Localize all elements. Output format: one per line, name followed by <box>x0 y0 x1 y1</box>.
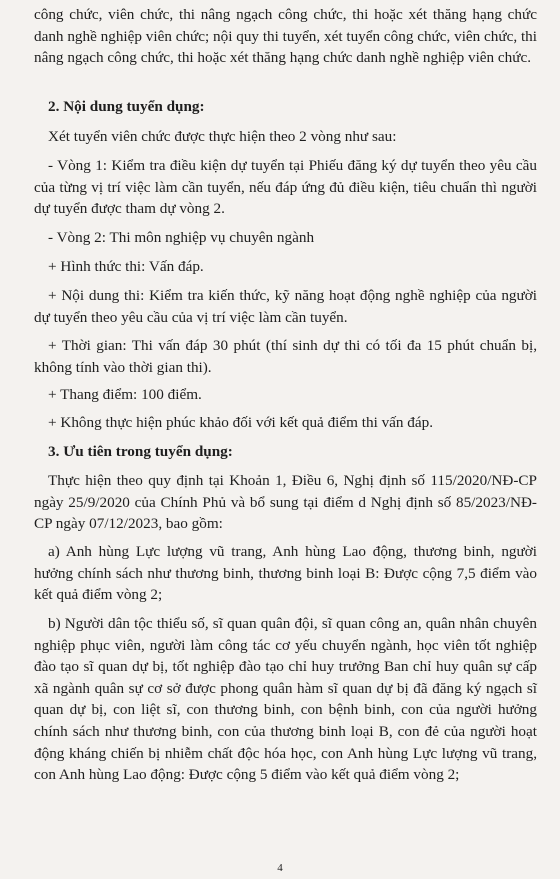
paragraph-priority-b: b) Người dân tộc thiểu số, sĩ quan quân đội, sĩ quan công an, quân nhân chuyên nghiệp phục viên, người làm công tác cơ yếu chuyển ngành, học viên tốt nghiệp đào tạo sĩ quan dự bị, tốt nghiệp đào tạo chỉ huy trưởng Ban chỉ huy quân sự cấp xã ngành quân sự cơ sở được phong quân hàm sĩ quan dự bị đã đăng ký ngạch sĩ quan dự bị, con liệt sĩ, con thương binh, con bệnh binh, con của người hưởng chính sách như thương binh, con của thương binh loại B, con đẻ của người hoạt động kháng chiến bị nhiễm chất độc hóa học, con Anh hùng Lực lượng vũ trang, con Anh hùng Lao động: Được cộng 5 điểm vào kết quả điểm vòng 2; <box>34 615 537 784</box>
paragraph-exam-time: + Thời gian: Thi vấn đáp 30 phút (thí sinh dự thi có tối đa 15 phút chuẩn bị, không tính vào thời gian thi). <box>34 337 537 376</box>
page-number: 4 <box>277 862 283 874</box>
paragraph-round-2: - Vòng 2: Thi môn nghiệp vụ chuyên ngành <box>48 229 315 246</box>
paragraph-exam-format: + Hình thức thi: Vấn đáp. <box>48 258 204 275</box>
paragraph-priority-basis: Thực hiện theo quy định tại Khoản 1, Điều 6, Nghị định số 115/2020/NĐ-CP ngày 25/9/2020 của Chính Phủ và bổ sung tại điểm d Nghị định số 85/2023/NĐ-CP ngày 07/12/2023, bao gồm: <box>34 472 537 533</box>
paragraph-priority-a: a) Anh hùng Lực lượng vũ trang, Anh hùng Lao động, thương binh, người hưởng chính sách như thương binh, thương binh loại B: Được cộng 7,5 điểm vào kết quả điểm vòng 2; <box>34 543 537 604</box>
heading-recruitment-content: 2. Nội dung tuyển dụng: <box>48 98 205 115</box>
heading-priority: 3. Ưu tiên trong tuyển dụng: <box>48 443 233 460</box>
paragraph-exam-content: + Nội dung thi: Kiểm tra kiến thức, kỹ năng hoạt động nghề nghiệp của người dự tuyển theo yêu cầu của vị trí việc làm cần tuyển. <box>34 287 537 326</box>
paragraph-no-review: + Không thực hiện phúc khảo đối với kết quả điểm thi vấn đáp. <box>48 414 434 431</box>
paragraph-round-1: - Vòng 1: Kiểm tra điều kiện dự tuyển tại Phiếu đăng ký dự tuyển theo yêu cầu của từng vị trí việc làm cần tuyển, nếu đáp ứng đủ điều kiện, tiêu chuẩn thì người dự tuyển được tham dự vòng 2. <box>34 157 537 218</box>
paragraph-intro-continuation: công chức, viên chức, thi nâng ngạch công chức, thi hoặc xét thăng hạng chức danh nghề nghiệp viên chức; nội quy thi tuyển, xét tuyển công chức, viên chức, thi nâng ngạch công chức, thi hoặc xét thăng hạng chức danh nghề nghiệp viên chức. <box>34 6 537 67</box>
paragraph-selection-rounds: Xét tuyển viên chức được thực hiện theo 2 vòng như sau: <box>48 128 397 145</box>
paragraph-score-scale: + Thang điểm: 100 điểm. <box>48 386 202 403</box>
